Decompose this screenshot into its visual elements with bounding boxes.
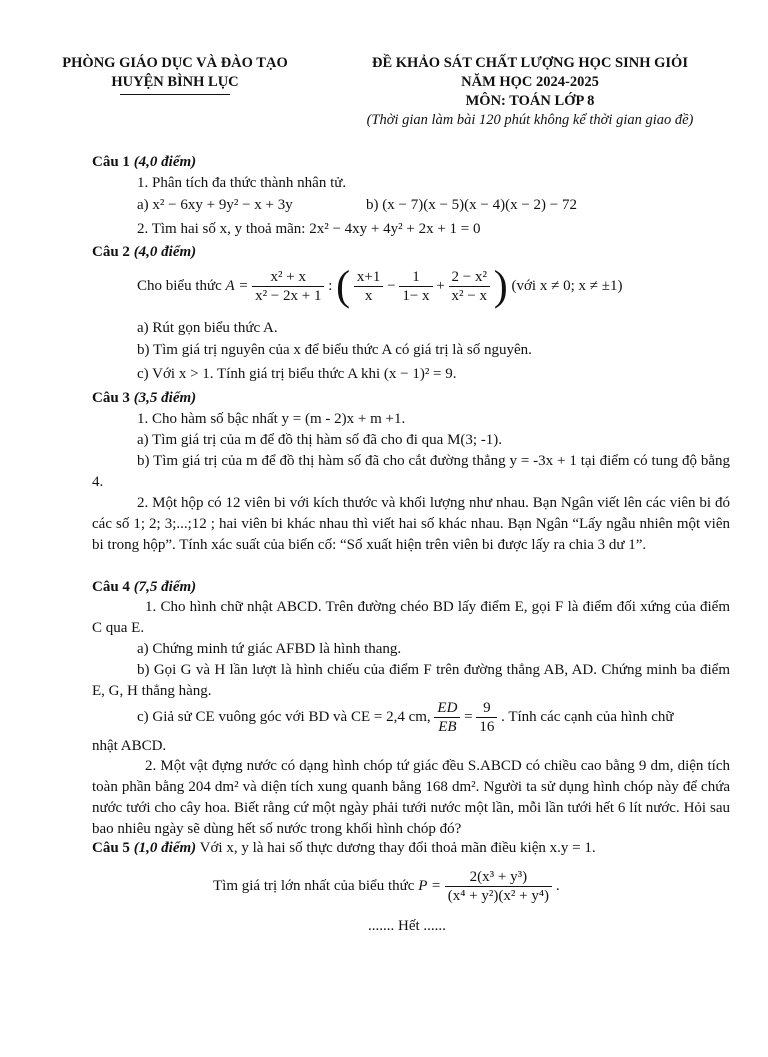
exam-title: ĐỀ KHẢO SÁT CHẤT LƯỢNG HỌC SINH GIỎI bbox=[372, 55, 688, 71]
q2-f2-num: x+1 bbox=[354, 268, 383, 287]
q5-points: (1,0 điểm) bbox=[133, 840, 197, 856]
subject: MÔN: TOÁN LỚP 8 bbox=[465, 93, 595, 109]
school-year: NĂM HỌC 2024-2025 bbox=[461, 74, 599, 90]
q5-P-den: (x⁴ + y²)(x² + y⁴) bbox=[447, 888, 550, 905]
q5-P-eq: P = bbox=[418, 878, 441, 894]
q4-title: Câu 4 bbox=[92, 579, 130, 595]
q1-heading bbox=[92, 152, 196, 172]
q2-b: b) Tìm giá trị nguyên của x để biểu thức A có giá trị là số nguyên. bbox=[137, 342, 532, 358]
q4-c-f2-num: 9 bbox=[476, 699, 497, 718]
q3-title: Câu 3 bbox=[92, 390, 130, 406]
q4-part2: 2. Một vật đựng nước có dạng hình chóp tứ giác đều S.ABCD có chiều cao bằng 9 dm, diện tích toàn phần bằng 204 dm² và diện tích xung quanh bằng 168 dm². Người ta sử dụng hình chóp này để chứa nước tưới cho cây hoa. Biết rằng cứ một ngày phải tưới nước một lần, mỗi lần tưới hết 6 lít nước. Hỏi sau bao nhiêu ngày sẽ dùng hết số nước trong khối hình chóp đó? bbox=[92, 758, 730, 837]
q4-c-pre: c) Giả sử CE vuông góc với BD và CE = 2,4 cm, bbox=[137, 709, 431, 725]
q2-fraction-4 bbox=[449, 268, 490, 305]
q4-part1-c-tail: nhật ABCD. bbox=[92, 738, 167, 754]
q2-colon: : bbox=[328, 278, 333, 294]
q2-lparen: ( bbox=[336, 263, 351, 310]
exam-header bbox=[330, 54, 730, 130]
q5-fraction bbox=[445, 868, 552, 905]
q4-c-f1-den: EB bbox=[438, 719, 457, 736]
header-underline bbox=[120, 94, 230, 95]
q1-title: Câu 1 bbox=[92, 154, 130, 170]
q1-b-label: b) bbox=[366, 197, 379, 213]
q1-p2-expr: 2x² − 4xy + 4y² + 2x + 1 = 0 bbox=[309, 221, 481, 237]
q1-p2-text: 2. Tìm hai số x, y thoả mãn: bbox=[137, 221, 306, 237]
q5-P-num: 2(x³ + y³) bbox=[445, 868, 552, 887]
district-name: HUYỆN BÌNH LỤC bbox=[111, 74, 239, 90]
q2-f1-den: x² − 2x + 1 bbox=[255, 288, 322, 305]
q2-f4-num: 2 − x² bbox=[449, 268, 490, 287]
q4-part1-a: a) Chứng minh tứ giác AFBD là hình thang. bbox=[137, 641, 402, 657]
q2-title: Câu 2 bbox=[92, 244, 130, 260]
q2-points: (4,0 điểm) bbox=[133, 244, 197, 260]
q2-c: c) Với x > 1. Tính giá trị biểu thức A khi (x − 1)² = 9. bbox=[137, 366, 457, 382]
department-header bbox=[50, 54, 300, 95]
q5-intro: Với x, y là hai số thực dương thay đổi thoả mãn điều kiện x.y = 1. bbox=[199, 840, 596, 856]
q2-expression bbox=[137, 262, 622, 310]
q4-c-f2-den: 16 bbox=[479, 719, 495, 736]
q5-P-end: . bbox=[555, 878, 560, 894]
q2-intro: Cho biểu thức bbox=[137, 278, 222, 294]
q4-part1-c bbox=[137, 697, 674, 737]
q5-title: Câu 5 bbox=[92, 840, 130, 856]
q5-heading bbox=[92, 838, 596, 858]
q2-condition: (với x ≠ 0; x ≠ ±1) bbox=[511, 278, 623, 294]
q2-f3-den: 1− x bbox=[402, 288, 430, 305]
department-name: PHÒNG GIÁO DỤC VÀ ĐÀO TẠO bbox=[62, 55, 288, 71]
q1-part1: 1. Phân tích đa thức thành nhân tử. bbox=[137, 175, 347, 191]
q2-fraction-2 bbox=[354, 268, 383, 305]
q2-f4-den: x² − x bbox=[451, 288, 487, 305]
q1-a-expr: x² − 6xy + 9y² − x + 3y bbox=[152, 197, 293, 213]
q1-b-expr: (x − 7)(x − 5)(x − 4)(x − 2) − 72 bbox=[382, 197, 578, 213]
q4-c-eq: = bbox=[464, 709, 473, 725]
q1-part1-a bbox=[137, 195, 293, 215]
q4-points: (7,5 điểm) bbox=[133, 579, 197, 595]
q2-fraction-3 bbox=[399, 268, 432, 305]
q4-part1-b: b) Gọi G và H lần lượt là hình chiếu của điểm F trên đường thẳng AB, AD. Chứng minh ba điểm E, G, H thẳng hàng. bbox=[92, 662, 730, 699]
q2-a: a) Rút gọn biểu thức A. bbox=[137, 320, 278, 336]
q3-part1-a: a) Tìm giá trị của m để đồ thị hàm số đã cho đi qua M(3; -1). bbox=[137, 432, 503, 448]
q1-part2 bbox=[137, 219, 481, 239]
q2-rparen: ) bbox=[493, 263, 508, 310]
q3-heading bbox=[92, 388, 196, 408]
q2-f1-num: x² + x bbox=[252, 268, 324, 287]
q2-heading bbox=[92, 242, 196, 262]
q4-part1: 1. Cho hình chữ nhật ABCD. Trên đường chéo BD lấy điểm E, gọi F là điểm đối xứng của điểm C qua E. bbox=[92, 599, 730, 636]
q4-c-fraction-1 bbox=[434, 699, 460, 736]
q2-minus: − bbox=[387, 278, 396, 294]
q4-heading bbox=[92, 577, 196, 597]
q5-find: Tìm giá trị lớn nhất của biểu thức bbox=[213, 878, 415, 894]
q2-f3-num: 1 bbox=[399, 268, 432, 287]
q4-c-post: . Tính các cạnh của hình chữ bbox=[501, 709, 674, 725]
q3-part1: 1. Cho hàm số bậc nhất y = (m - 2)x + m +1. bbox=[137, 411, 406, 427]
q2-fraction-1 bbox=[252, 268, 324, 305]
q3-part2: 2. Một hộp có 12 viên bi với kích thước và khối lượng như nhau. Bạn Ngân viết lên các viên bi đó các số 1; 2; 3;...;12 ; hai viên bi khác nhau thì viết hai số khác nhau. Bạn Ngân “Lấy ngẫu nhiên một viên bi trong hộp”. Tính xác suất của biến cố: “Số xuất hiện trên viên bi được lấy ra chia 3 dư 1”. bbox=[92, 495, 730, 553]
q1-a-label: a) bbox=[137, 197, 149, 213]
q2-A-eq: A = bbox=[225, 278, 249, 294]
q4-c-f1-num: ED bbox=[434, 699, 460, 718]
q2-f2-den: x bbox=[364, 288, 373, 305]
q3-part1-b: b) Tìm giá trị của m để đồ thị hàm số đã cho cắt đường thẳng y = -3x + 1 tại điểm có tung độ bằng 4. bbox=[92, 453, 730, 490]
end-marker: ....... Hết ...... bbox=[368, 918, 446, 934]
time-note: (Thời gian làm bài 120 phút không kể thời gian giao đề) bbox=[366, 112, 694, 128]
q3-points: (3,5 điểm) bbox=[133, 390, 197, 406]
q1-points: (4,0 điểm) bbox=[133, 154, 197, 170]
q1-part1-b bbox=[366, 195, 577, 215]
q5-expression bbox=[213, 864, 560, 908]
q2-plus: + bbox=[436, 278, 445, 294]
q4-c-fraction-2 bbox=[476, 699, 497, 736]
